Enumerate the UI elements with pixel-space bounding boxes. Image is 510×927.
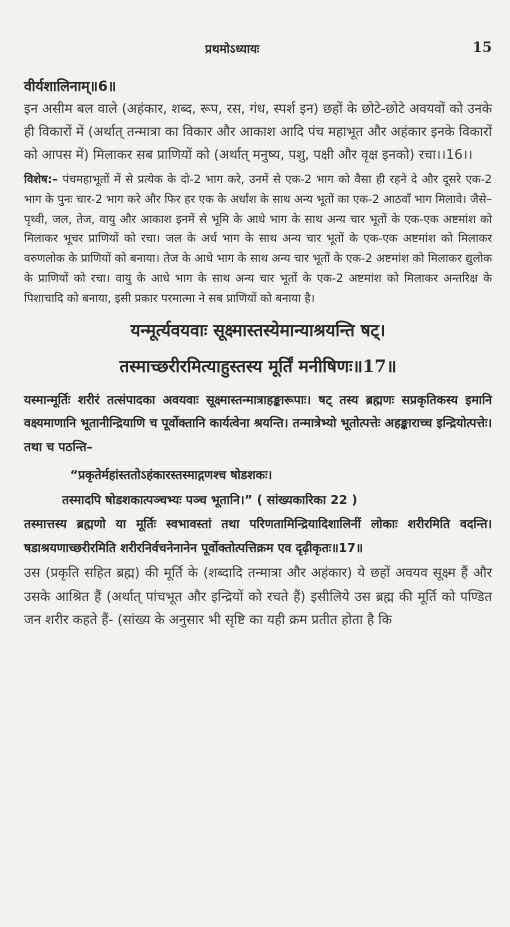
verse-17-line-1: यन्मूर्त्यवयवाः सूक्ष्मास्तस्येमान्याश्रयन्ति षट्।: [130, 320, 386, 341]
special-note: [24, 170, 492, 309]
page-body: [24, 76, 492, 633]
quoted-verse-line-1: “प्रकृतेर्महांस्ततोऽहंकारस्तस्माद्गणश्च षोडशकः।: [70, 468, 273, 483]
page-number: 15: [472, 40, 492, 56]
hindi-translation-16: इन असीम बल वाले (अहंकार, शब्द, रूप, रस, गंध, स्पर्श इन) छहों के छोटे-छोटे अवयवों को उनके ही विकारों में (अर्थात् तन्मात्रा का विकार और आकाश आदि पंच महाभूत और अहंकार इनके विकारों को आपस में) मिलाकर सब प्राणियों को (अर्थात् मनुष्य, पशु, पक्षी और वृक्ष इनको) रचा।।16।।: [24, 102, 492, 163]
quoted-verse-line-2: तस्मादपि षोडशकात्पञ्चभ्यः पञ्च भूतानि।” ( सांख्यकारिका 22 ): [62, 493, 358, 508]
chapter-title: प्रथमोऽध्यायः: [205, 42, 260, 56]
running-header: [0, 40, 510, 64]
verse-17-line-2: तस्माच्छरीरमित्याहुस्तस्य मूर्तिं मनीषिणः॥17॥: [119, 356, 397, 377]
note-text: पंचमहाभूतों में से प्रत्येक के दो-2 भाग करे, उनमें से एक-2 भाग को वैसा ही रहने दे और दूसरे एक-2 भाग के पुनः चार-2 भाग करे और फिर हर एक के अर्धांश के साथ अन्य भूतों का एक-2 आठवाँ भाग मिलावे। जैसे–पृथ्वी, जल, तेज, वायु और आकाश इनमें से भूमि के आधे भाग के साथ अन्य चार भूतों के एक-एक अष्टमांश को मिलाकर भूचर प्राणियों को रचा। जल के अर्ध भाग के साथ अन्य चार भूतों के एक-एक अष्टमांश को मिलाकर वरुणलोक के प्राणियों को बनाया। तेज के आधे भाग के साथ अन्य चार भूतों के एक-2 अष्टमांश को मिलाकर द्युलोक के प्राणियों को रचा। वायु के आधे भाग के साथ अन्य चार भूतों के एक-2 अष्टमांश को मिलाकर अन्तरिक्ष के पिशाचादि को बनाया, इसी प्रकार परमात्मा ने सब प्राणियों को बनाया है।: [24, 172, 493, 305]
sanskrit-commentary-2: तस्मात्तस्य ब्रह्मणो या मूर्तिः स्वभावस्तां तथा परिणतामिन्द्रियादिशालिनीं लोकाः शरीरमिति वदन्ति। षडाश्रयणाच्छरीरमिति शरीरनिर्वचनेनानेन पूर्वोक्तोत्पत्तिक्रम एव दृढ़ीकृतः॥17॥: [24, 517, 492, 555]
sanskrit-commentary-1: यस्मान्मूर्तिः शरीरं तत्संपादका अवयवाः सूक्ष्मास्तन्मात्राहङ्कारूपाः। षट् तस्य ब्रह्मणः सप्रकृतिकस्य इमानि वक्ष्यमाणानि भूतानीन्द्रियाणि च पूर्वोक्तानि कार्यत्वेना श्रयन्ति। तन्मात्रेभ्यो भूतोत्पत्तेः अहङ्काराच्च इन्द्रियोत्पत्तेः। तथा च पठन्ति–: [24, 392, 492, 454]
verse-ending: वीर्यशालिनाम्॥6॥: [24, 79, 117, 95]
note-label: विशेष:–: [24, 172, 58, 186]
hindi-translation-17: उस (प्रकृति सहित ब्रह्म) की मूर्ति के (शब्दादि तन्मात्रा और अहंकार) ये छहों अवयव सूक्ष्म हैं और उसके आश्रित हैं (अर्थात् पांचभूत और इन्द्रियों को रचते हैं) इसीलिये उस ब्रह्म की मूर्ति को पण्डित जन शरीर कहते हैं- (सांख्य के अनुसार भी सृष्टि का यही क्रम प्रतीत होता है कि: [24, 566, 492, 629]
